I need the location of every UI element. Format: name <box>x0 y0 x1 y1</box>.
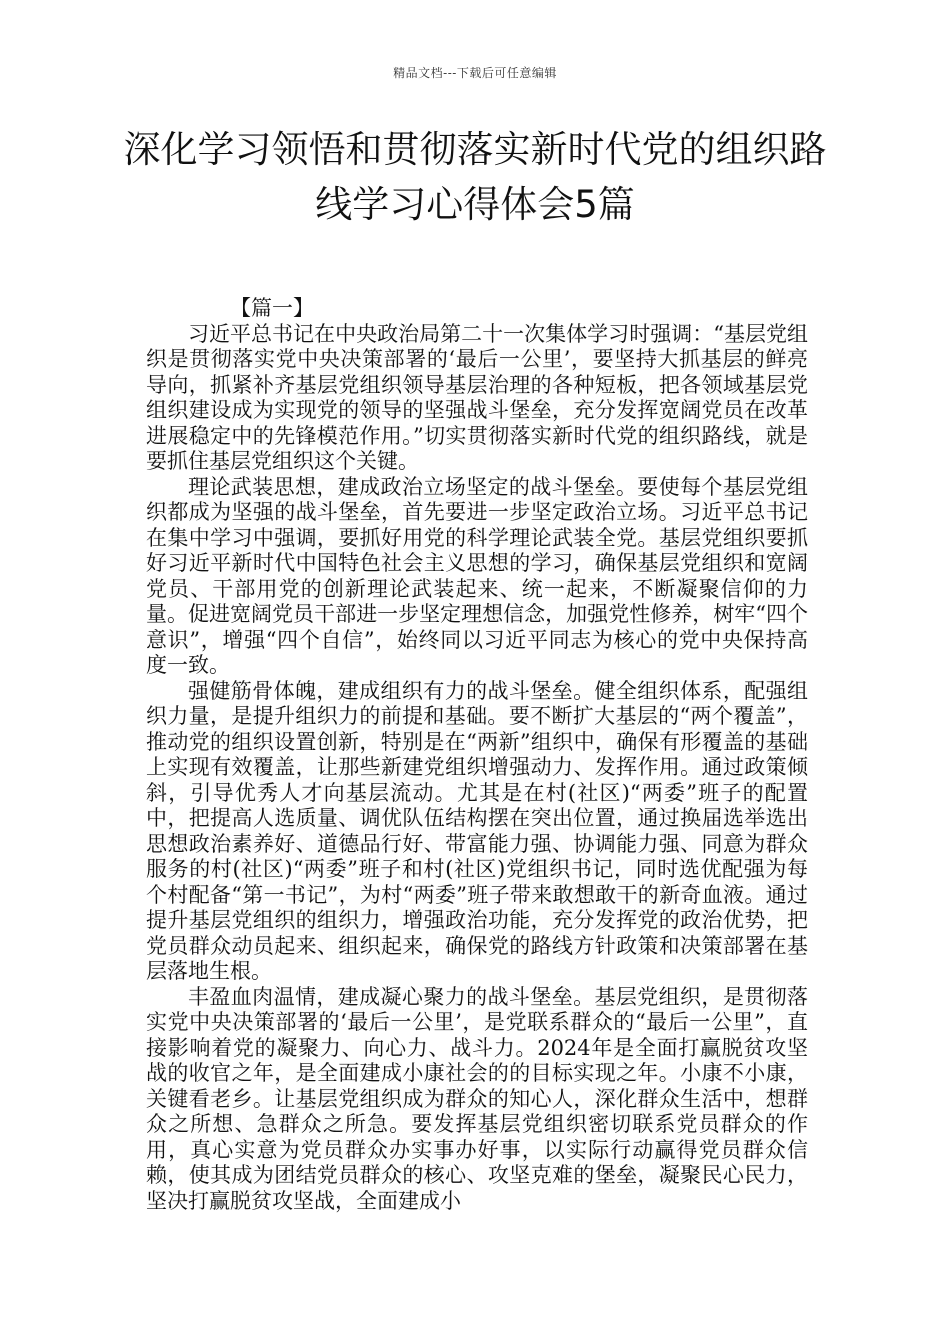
section-label: 【篇一】 <box>230 296 314 320</box>
paragraph-1: 习近平总书记在中央政治局第二十一次集体学习时强调：“基层党组织是贯彻落实党中央决策部署的‘最后一公里’，要坚持大抓基层的鲜亮导向，抓紧补齐基层党组织领导基层治理的各种短板，把各领域基层党组织建设成为实现党的领导的坚强战斗堡垒，充分发挥宽阔党员在改革进展稳定中的先锋模范作用。”切实贯彻落实新时代党的组织路线，就是要抓住基层党组织这个关键。 <box>146 321 808 473</box>
header-note: 精品文档---下载后可任意编辑 <box>393 66 557 80</box>
document-title: 深化学习领悟和贯彻落实新时代党的组织路线学习心得体会5篇 <box>123 128 827 226</box>
paragraph-3: 强健筋骨体魄，建成组织有力的战斗堡垒。健全组织体系，配强组织力量，是提升组织力的前提和基础。要不断扩大基层的“两个覆盖”，推动党的组织设置创新，特别是在“两新”组织中，确保有形覆盖的基础上实现有效覆盖，让那些新建党组织增强动力、发挥作用。通过政策倾斜，引导优秀人才向基层流动。尤其是在村(社区)“两委”班子的配置中，把提高人选质量、调优队伍结构摆在突出位置，通过换届选举选出思想政治素养好、道德品行好、带富能力强、协调能力强、同意为群众服务的村(社区)“两委”班子和村(社区)党组织书记，同时选优配强为每个村配备“第一书记”，为村“两委”班子带来敢想敢干的新奇血液。通过提升基层党组织的组织力，增强政治功能，充分发挥党的政治优势，把党员群众动员起来、组织起来，确保党的路线方针政策和决策部署在基层落地生根。 <box>146 678 808 983</box>
paragraph-4: 丰盈血肉温情，建成凝心聚力的战斗堡垒。基层党组织，是贯彻落实党中央决策部署的‘最后一公里’，是党联系群众的“最后一公里”，直接影响着党的凝聚力、向心力、战斗力。2024年是全面打赢脱贫攻坚战的收官之年，是全面建成小康社会的的目标实现之年。小康不小康，关键看老乡。让基层党组织成为群众的知心人，深化群众生活中，想群众之所想、急群众之所急。要发挥基层党组织密切联系党员群众的作用，真心实意为党员群众办实事办好事，以实际行动赢得党员群众信赖，使其成为团结党员群众的核心、攻坚克难的堡垒，凝聚民心民力，坚决打赢脱贫攻坚战，全面建成小 <box>146 984 808 1213</box>
document-body <box>146 296 808 1214</box>
paragraph-2: 理论武装思想，建成政治立场坚定的战斗堡垒。要使每个基层党组织都成为坚强的战斗堡垒，首先要进一步坚定政治立场。习近平总书记在集中学习中强调，要抓好用党的科学理论武装全党。基层党组织要抓好习近平新时代中国特色社会主义思想的学习，确保基层党组织和宽阔党员、干部用党的创新理论武装起来、统一起来，不断凝聚信仰的力量。促进宽阔党员干部进一步坚定理想信念，加强党性修养，树牢“四个意识”，增强“四个自信”，始终同以习近平同志为核心的党中央保持高度一致。 <box>146 474 808 677</box>
